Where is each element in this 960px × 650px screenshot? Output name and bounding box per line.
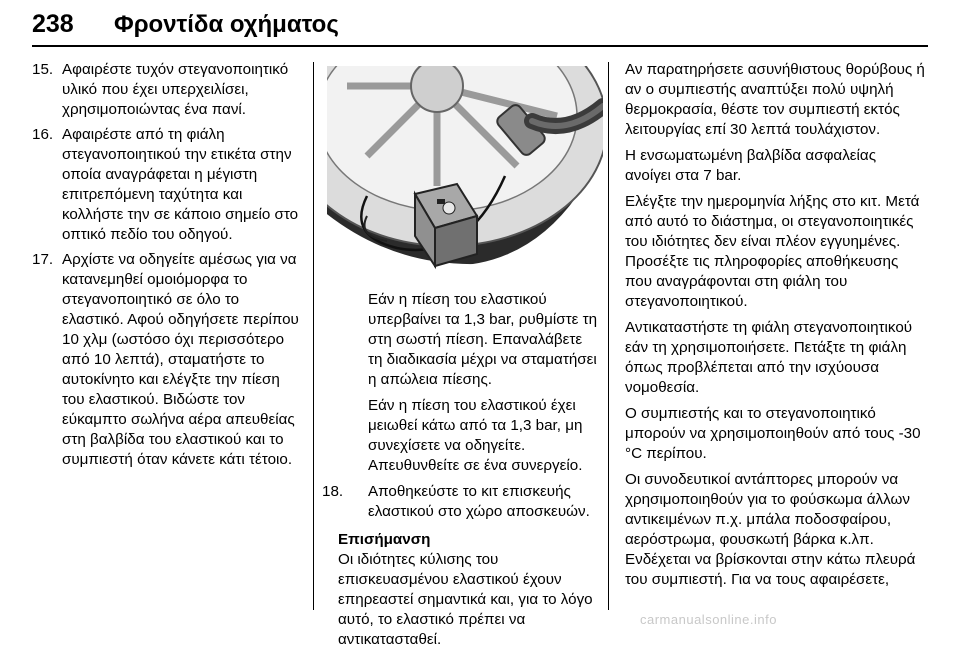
step-text: Αρχίστε να οδηγείτε αμέσως για να κατανεμηθεί ομοιόμορφα το στεγανοποιητικό σε όλο το ελαστικό. Αφού οδηγήσετε περίπου 10 χλμ (ωστόσο όχι περισσότερο από 10 λεπτά), σταματήστε το αυτοκίνητο και ελέγξτε την πίεση του ελαστικού. Βιδώστε τον εύκαμπτο σωλήνα αέρα απευθείας στη βαλβίδα του ελαστικού και το συμπιεστή όταν κάνετε κάτι τέτοιο. <box>62 251 299 468</box>
watermark: carmanualsonline.info <box>640 612 777 627</box>
step-number: 17. <box>32 251 54 268</box>
step-text: Αφαιρέστε από τη φιάλη στεγανοποιητικού την ετικέτα στην οποία αναγράφεται η μέγιστη επιτρεπόμενη ταχύτητα και κολλήστε την σε κάποιο σημείο στο οπτικό πεδίο του οδηγού. <box>62 126 299 243</box>
page-header <box>32 6 928 40</box>
paragraph: Αντικαταστήστε τη φιάλη στεγανοποιητικού εάν τη χρησιμοποιήσετε. Πετάξτε τη φιάλη όπως προβλέπεται από την ισχύουσα νομοθεσία. <box>625 319 913 396</box>
tire-repair-figure <box>327 66 603 282</box>
step-text: Αποθηκεύστε το κιτ επισκευής ελαστικού στο χώρο αποσκευών. <box>368 483 590 520</box>
middle-column <box>322 290 600 650</box>
step-18 <box>322 482 600 522</box>
paragraph: Ελέγξτε την ημερομηνία λήξης στο κιτ. Μετά από αυτό το διάστημα, οι στεγανοποιητικές του ιδιότητες δεν είναι πλέον εγγυημένες. Προσέξτε τις πληροφορίες αποθήκευσης που αναγράφονται στη φιάλη του στεγανοποιητικού. <box>625 193 920 310</box>
paragraph: Οι συνοδευτικοί αντάπτορες μπορούν να χρησιμοποιηθούν για το φούσκωμα άλλων αντικειμένων π.χ. μπάλα ποδοσφαίρου, αερόστρωμα, φουσκωτή βάρκα κ.λπ. Ενδέχεται να βρίσκονται στην κάτω πλευρά του συμπιεστή. Για να τους αφαιρέσετε, <box>625 471 916 588</box>
left-column <box>32 60 300 475</box>
paragraph: Ο συμπιεστής και το στεγανοποιητικό μπορούν να χρησιμοποιηθούν από τους -30 °C περίπου. <box>625 405 921 462</box>
paragraph: Η ενσωματωμένη βαλβίδα ασφαλείας ανοίγει στα 7 bar. <box>625 147 877 184</box>
page-title: Φροντίδα οχήματος <box>114 11 339 38</box>
step-15 <box>32 60 300 120</box>
note-text: Οι ιδιότητες κύλισης του επισκευασμένου ελαστικού έχουν επηρεαστεί σημαντικά και, για το λόγο αυτό, το ελαστικό πρέπει να αντικατασταθεί. <box>338 551 593 648</box>
step-17 <box>32 250 300 470</box>
page-number: 238 <box>32 10 74 38</box>
paragraph: Αν παρατηρήσετε ασυνήθιστους θορύβους ή αν ο συμπιεστής αναπτύξει πολύ υψηλή θερμοκρασία, θέστε τον συμπιεστή εκτός λειτουργίας επί 30 λεπτά τουλάχιστον. <box>625 61 925 138</box>
step-number: 15. <box>32 61 54 78</box>
note-title: Επισήμανση <box>338 531 431 548</box>
right-column <box>625 60 925 596</box>
column-divider <box>608 62 609 610</box>
step-16 <box>32 125 300 245</box>
column-divider <box>313 62 314 610</box>
step-number: 18. <box>322 483 344 500</box>
wheel-icon <box>327 66 603 282</box>
step-text: Αφαιρέστε τυχόν στεγανοποιητικό υλικό που έχει υπερχειλίσει, χρησιμοποιώντας ένα πανί. <box>62 61 289 118</box>
step-number: 16. <box>32 126 54 143</box>
header-divider <box>32 45 928 47</box>
pressure-above-paragraph: Εάν η πίεση του ελαστικού υπερβαίνει τα 1,3 bar, ρυθμίστε τη στη σωστή πίεση. Επαναλάβετε τη διαδικασία μέχρι να σταματήσει η απώλεια πίεσης. <box>368 291 598 388</box>
pressure-below-paragraph: Εάν η πίεση του ελαστικού έχει μειωθεί κάτω από τα 1,3 bar, μη συνεχίσετε να οδηγείτε. Απευθυνθείτε σε ένα συνεργείο. <box>368 397 583 474</box>
